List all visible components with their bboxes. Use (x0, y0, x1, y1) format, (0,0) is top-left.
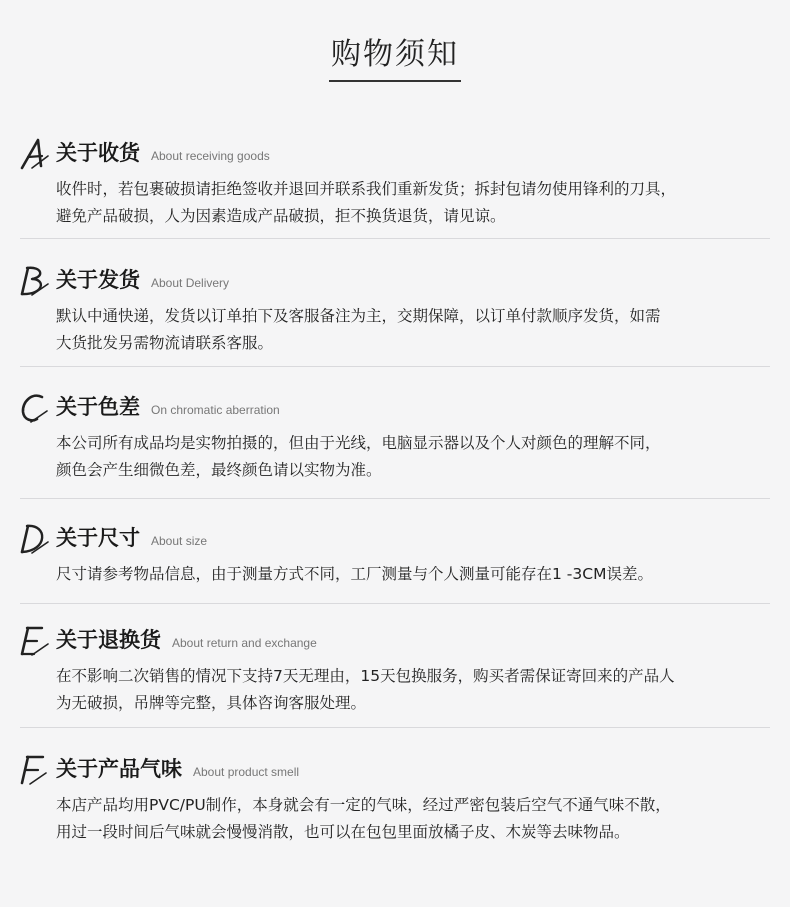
body-line: 尺寸请参考物品信息，由于测量方式不同，工厂测量与个人测量可能存在1 -3CM误差。 (56, 565, 653, 583)
body-line: 本公司所有成品均是实物拍摄的，但由于光线，电脑显示器以及个人对颜色的理解不同， (56, 434, 661, 452)
body-line: 颜色会产生细微色差，最终颜色请以实物为准。 (56, 461, 382, 479)
body-line: 在不影响二次销售的情况下支持7天无理由，15天包换服务，购买者需保证寄回来的产品人 (56, 667, 675, 685)
letter-b-icon (18, 263, 52, 297)
heading-cn: 关于色差 (56, 395, 140, 419)
letter-a-icon (18, 136, 52, 170)
section-heading (56, 263, 229, 297)
divider (20, 366, 770, 367)
page-title-container (0, 36, 790, 82)
section-body (56, 663, 768, 717)
divider (20, 238, 770, 239)
page-title: 购物须知 (329, 36, 461, 82)
letter-d-icon (18, 521, 52, 555)
body-line: 收件时，若包裹破损请拒绝签收并退回并联系我们重新发货；拆封包请勿使用锋利的刀具， (56, 180, 677, 198)
section-heading (56, 521, 207, 555)
letter-f-icon (18, 752, 52, 786)
section-heading (56, 136, 270, 170)
body-line: 默认中通快递，发货以订单拍下及客服备注为主，交期保障，以订单付款顺序发货，如需 (56, 307, 661, 325)
body-line: 本店产品均用PVC/PU制作，本身就会有一定的气味，经过严密包装后空气不通气味不散， (56, 796, 671, 814)
heading-en: On chromatic aberration (151, 403, 280, 417)
section-body (56, 303, 768, 357)
body-line: 用过一段时间后气味就会慢慢消散，也可以在包包里面放橘子皮、木炭等去味物品。 (56, 823, 630, 841)
body-line: 大货批发另需物流请联系客服。 (56, 334, 274, 352)
body-line: 避免产品破损，人为因素造成产品破损，拒不换货退货，请见谅。 (56, 207, 506, 225)
heading-en: About Delivery (151, 276, 230, 290)
section-body (56, 176, 768, 230)
section-heading (56, 752, 299, 786)
heading-en: About receiving goods (151, 149, 270, 163)
heading-en: About size (151, 534, 208, 548)
heading-cn: 关于收货 (56, 141, 140, 165)
letter-e-icon (18, 623, 52, 657)
heading-cn: 关于发货 (56, 268, 140, 292)
divider (20, 727, 770, 728)
body-line: 为无破损，吊牌等完整，具体咨询客服处理。 (56, 694, 367, 712)
section-body (56, 430, 768, 484)
heading-cn: 关于尺寸 (56, 526, 140, 550)
divider (20, 498, 770, 499)
section-body (56, 561, 768, 588)
heading-en: About return and exchange (172, 636, 317, 650)
section-heading (56, 390, 280, 424)
heading-en: About product smell (193, 765, 300, 779)
heading-cn: 关于退换货 (56, 628, 161, 652)
divider (20, 603, 770, 604)
section-heading (56, 623, 317, 657)
section-body (56, 792, 768, 846)
letter-c-icon (18, 390, 52, 424)
heading-cn: 关于产品气味 (56, 757, 182, 781)
